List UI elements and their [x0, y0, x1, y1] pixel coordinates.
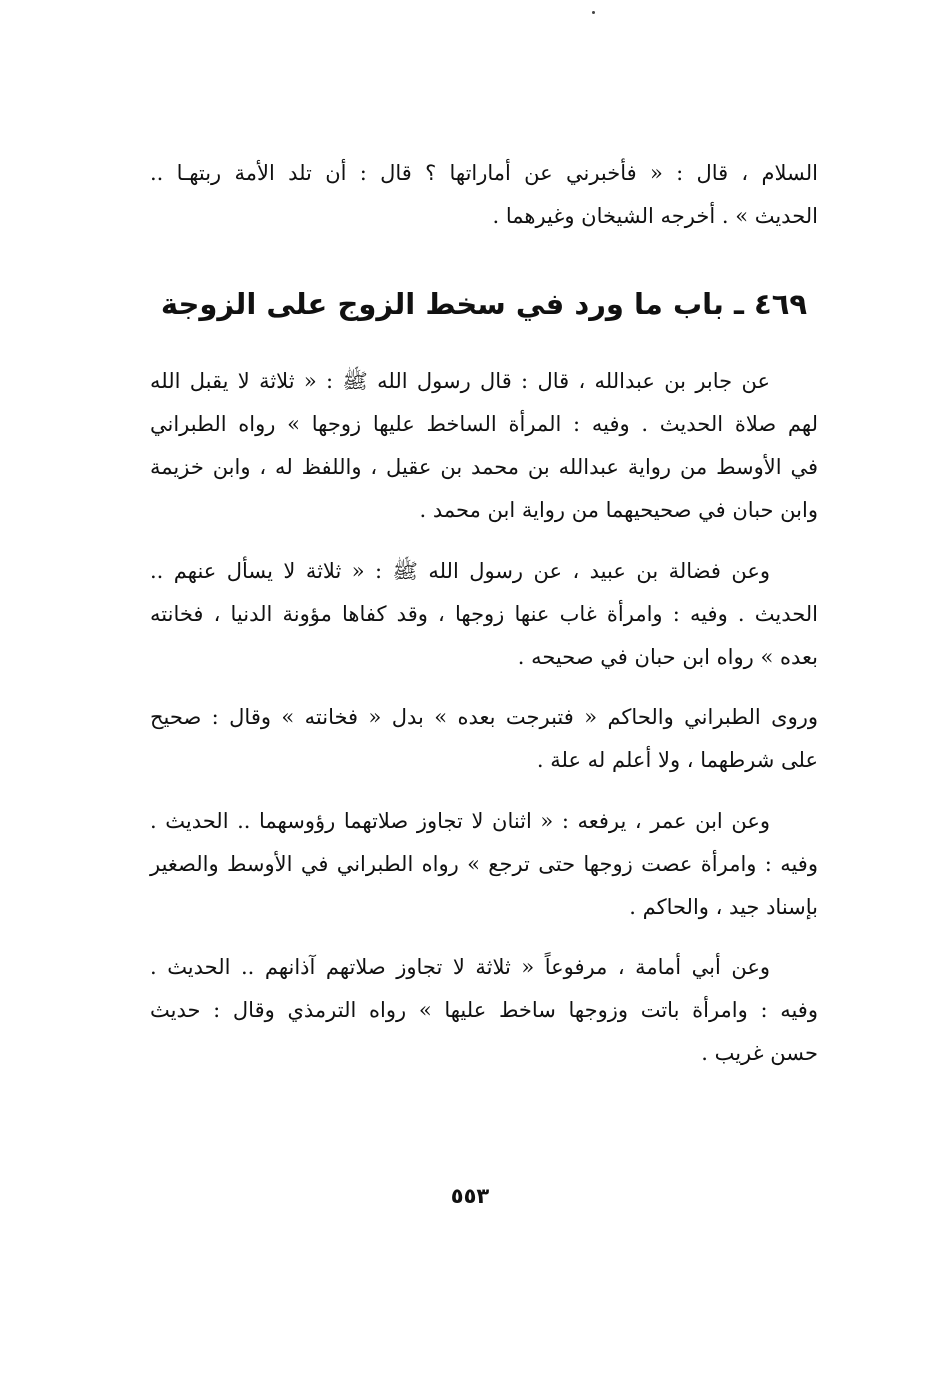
text-line: بعده » رواه ابن حبان في صحيحه . — [517, 645, 818, 669]
text-line: وابن حبان في صحيحيهما من رواية ابن محمد . — [419, 498, 818, 522]
scan-speck — [592, 11, 595, 14]
text-line: عن جابر بن عبدالله ، قال : قال رسول الله ﷺ : « ثلاثة لا يقبل الله — [150, 369, 770, 393]
text-line: وفيه : وامرأة باتت وزوجها ساخط عليها » رواه الترمذي وقال : حديث — [150, 998, 818, 1022]
text-line: على شرطهما ، ولا أعلم له علة . — [536, 748, 818, 772]
text-line: في الأوسط من رواية عبدالله بن محمد بن عقيل ، واللفظ له ، وابن خزيمة — [150, 455, 818, 479]
text-line: وعن فضالة بن عبيد ، عن رسول الله ﷺ : « ثلاثة لا يسأل عنهم .. — [150, 559, 770, 583]
paragraph-ibn-umar — [150, 800, 818, 929]
text-line: بإسناد جيد ، والحاكم . — [629, 895, 818, 919]
text-line: وعن أبي أمامة ، مرفوعاً « ثلاثة لا تجاوز صلاتهم آذانهم .. الحديث . — [150, 955, 770, 979]
paragraph-abu-umama — [150, 946, 818, 1075]
page-number: ٥٥٣ — [450, 1184, 490, 1208]
intro-paragraph — [150, 152, 818, 238]
paragraph-jabir — [150, 360, 818, 532]
text-line: وفيه : وامرأة عصت زوجها حتى ترجع » رواه الطبراني في الأوسط والصغير — [150, 852, 818, 876]
text-line: الحديث . وفيه : وامرأة غاب عنها زوجها ، وقد كفاها مؤونة الدنيا ، فخانته — [150, 602, 818, 626]
text-line: الحديث » . أخرجه الشيخان وغيرهما . — [492, 204, 818, 228]
text-line: حسن غريب . — [701, 1041, 818, 1065]
paragraph-tabarani — [150, 696, 818, 782]
text-line: السلام ، قال : « فأخبرني عن أماراتها ؟ قال : أن تلد الأمة ربتهـا .. — [150, 161, 818, 185]
text-line: وروى الطبراني والحاكم « فتبرجت بعده » بدل « فخانته » وقال : صحيح — [150, 705, 818, 729]
chapter-heading: ٤٦٩ ـ باب ما ورد في سخط الزوج على الزوجة — [160, 287, 808, 321]
text-line: وعن ابن عمر ، يرفعه : « اثنان لا تجاوز صلاتهما رؤوسهما .. الحديث . — [150, 809, 770, 833]
text-line: لهم صلاة الحديث . وفيه : المرأة الساخط عليها زوجها » رواه الطبراني — [150, 412, 818, 436]
paragraph-fadala — [150, 550, 818, 679]
